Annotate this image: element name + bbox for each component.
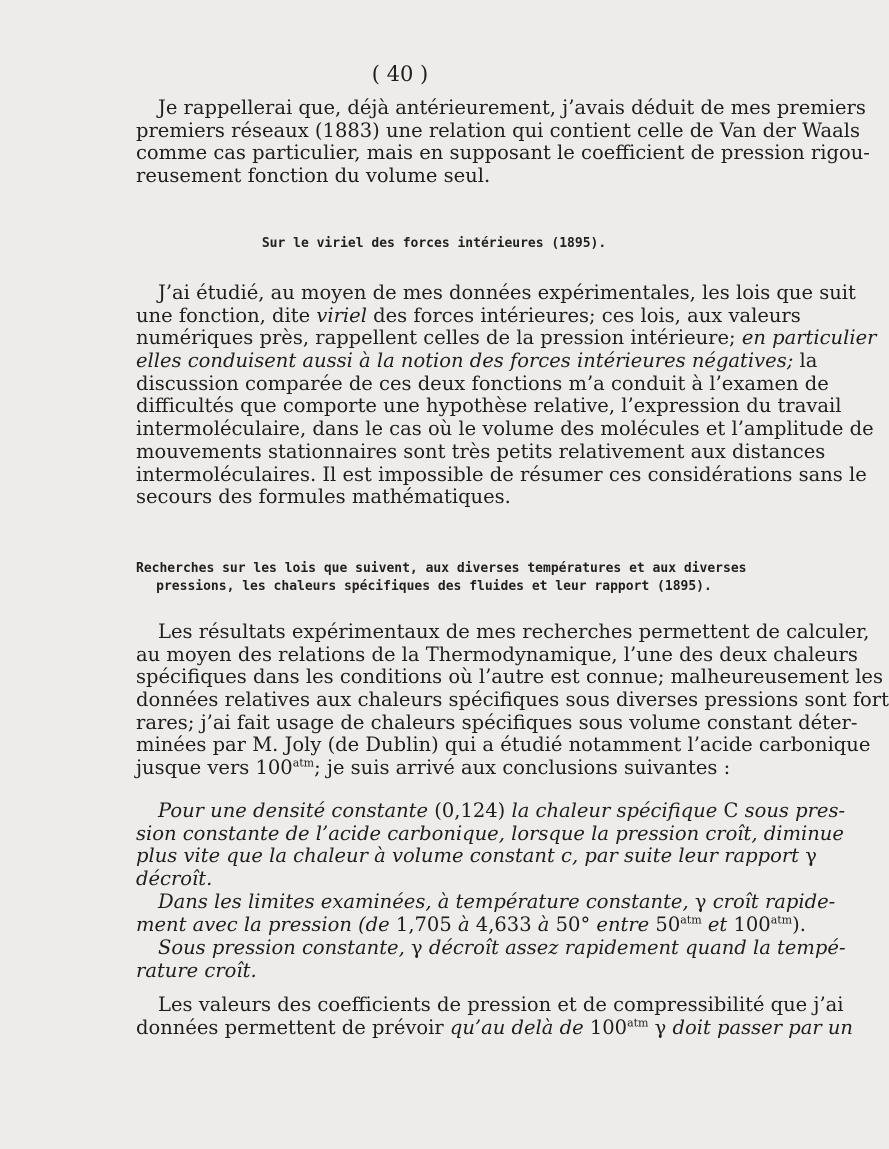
text-line: spécifiques dans les conditions où l’autre est connue; malheureusement les xyxy=(136,665,883,689)
paragraph-coefficients xyxy=(136,993,853,1039)
paragraph-conclusion-1 xyxy=(136,799,846,891)
text-line: rature croît. xyxy=(136,958,257,982)
section-heading-chaleurs: Recherches sur les lois que suivent, aux diverses températures et aux diverses pressions, les chaleurs spécifiques des fluides et leur rapport (1895). xyxy=(136,561,747,594)
text-line: secours des formules mathématiques. xyxy=(136,485,511,509)
text-line: reusement fonction du volume seul. xyxy=(136,164,491,188)
text-line: Dans les limites examinées, à température constante, γ croît rapide- xyxy=(158,890,836,913)
text-line: intermoléculaires. Il est impossible de résumer ces considérations sans le xyxy=(136,462,867,486)
section-heading-viriel: Sur le viriel des forces intérieures (1895). xyxy=(261,236,607,251)
text-line: plus vite que la chaleur à volume constant c, par suite leur rapport γ xyxy=(136,844,817,868)
text-line: rares; j’ai fait usage de chaleurs spécifiques sous volume constant déter- xyxy=(136,710,858,734)
text-line: premiers réseaux (1883) une relation qui contient celle de Van der Waals xyxy=(136,118,860,142)
text-line: jusque vers $100^{atm}$; je suis arrivé aux conclusions suivantes : xyxy=(136,756,731,780)
paragraph-chaleurs xyxy=(136,620,889,780)
text-line: Les valeurs des coefficients de pression et de compressibilité que j’ai xyxy=(158,993,844,1016)
text-line: Pour une densité constante (0,124) la chaleur spécifique C sous pres- xyxy=(158,799,846,822)
text-line: difficultés que comporte une hypothèse relative, l’expression du travail xyxy=(136,394,842,418)
text-line: elles conduisent aussi à la notion des forces intérieures négatives; la xyxy=(136,349,818,373)
text-line: numériques près, rappellent celles de la pression intérieure; en particulier xyxy=(136,326,877,350)
text-line: intermoléculaire, dans le cas où le volume des molécules et l’amplitude de xyxy=(136,417,874,441)
text-line: une fonction, dite viriel des forces intérieures; ces lois, aux valeurs xyxy=(136,303,801,327)
paragraph-intro xyxy=(136,96,870,188)
text-line: données permettent de prévoir qu’au delà de $100^{atm}$ γ doit passer par un xyxy=(136,1015,853,1039)
text-line: sion constante de l’acide carbonique, lorsque la pression croît, diminue xyxy=(136,821,844,845)
paragraph-conclusion-3 xyxy=(136,936,846,982)
text-line: Les résultats expérimentaux de mes recherches permettent de calculer, xyxy=(158,620,870,643)
text-line: données relatives aux chaleurs spécifiques sous diverses pressions sont fort xyxy=(136,688,889,712)
page-number: ( 40 ) xyxy=(371,62,429,86)
text-line: au moyen des relations de la Thermodynamique, l’une des deux chaleurs xyxy=(136,642,858,666)
text-line: décroît. xyxy=(136,867,213,891)
paragraph-viriel xyxy=(136,281,877,509)
text-line: minées par M. Joly (de Dublin) qui a étudié notamment l’acide carbonique xyxy=(136,733,871,757)
paragraph-conclusion-2 xyxy=(136,890,836,936)
text-line: mouvements stationnaires sont très petits relativement aux distances xyxy=(136,439,826,463)
text-line: Sous pression constante, γ décroît assez rapidement quand la tempé- xyxy=(158,936,846,959)
text-line: J’ai étudié, au moyen de mes données expérimentales, les lois que suit xyxy=(158,281,856,304)
text-line: ment avec la pression (de 1,705 à 4,633 à 50° entre $50^{atm}$ et $100^{atm}$). xyxy=(136,912,806,936)
text-line: comme cas particulier, mais en supposant le coefficient de pression rigou- xyxy=(136,141,870,165)
text-line: discussion comparée de ces deux fonctions m’a conduit à l’examen de xyxy=(136,371,829,395)
text-line: Je rappellerai que, déjà antérieurement, j’avais déduit de mes premiers xyxy=(158,96,866,119)
